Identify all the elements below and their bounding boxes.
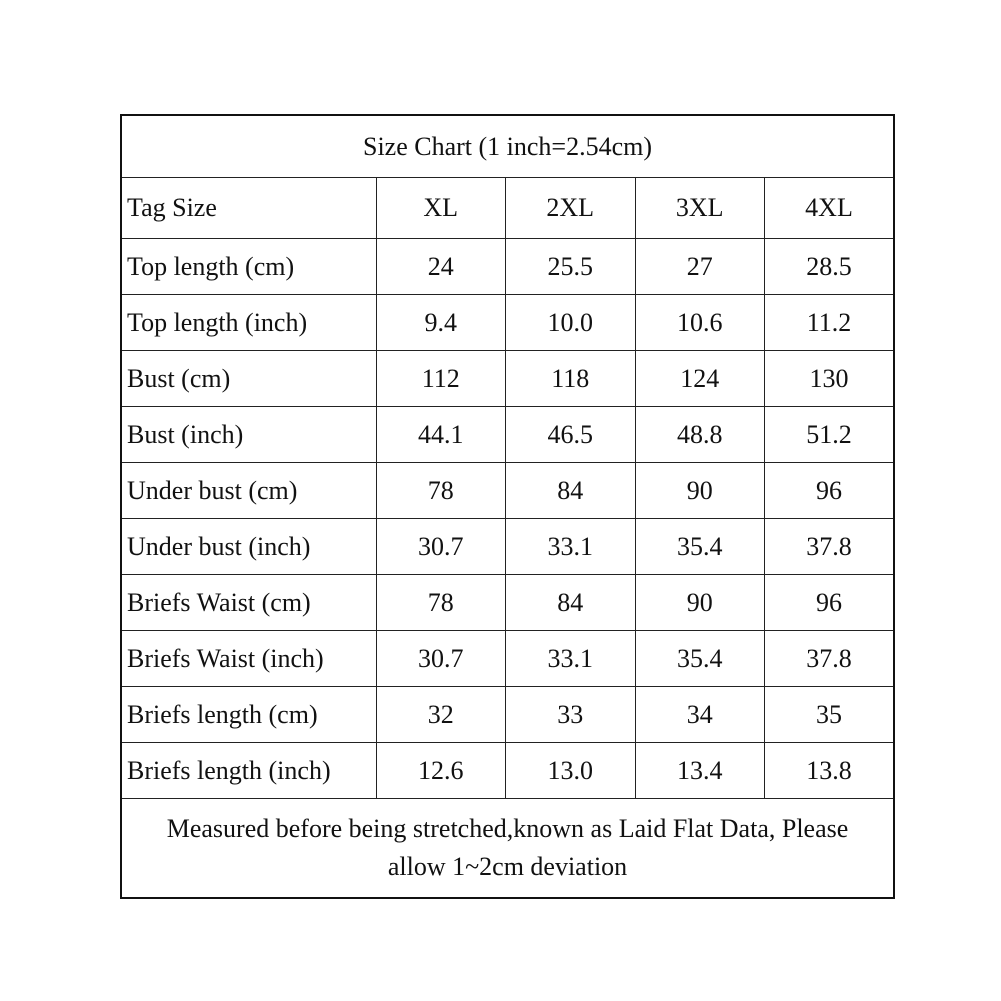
row-value: 30.7 <box>376 631 506 687</box>
title-row <box>121 115 894 178</box>
table-row <box>121 687 894 743</box>
row-value: 30.7 <box>376 519 506 575</box>
row-value: 33.1 <box>506 631 636 687</box>
table-row <box>121 743 894 799</box>
row-label: Bust (inch) <box>121 407 376 463</box>
table-row <box>121 351 894 407</box>
row-value: 84 <box>506 463 636 519</box>
row-label: Briefs length (cm) <box>121 687 376 743</box>
row-value: 51.2 <box>765 407 895 463</box>
row-value: 34 <box>635 687 765 743</box>
row-value: 9.4 <box>376 295 506 351</box>
table-row <box>121 631 894 687</box>
row-value: 13.8 <box>765 743 895 799</box>
row-value: 25.5 <box>506 239 636 295</box>
row-value: 13.0 <box>506 743 636 799</box>
table-row <box>121 407 894 463</box>
header-row <box>121 178 894 239</box>
row-value: 28.5 <box>765 239 895 295</box>
row-value: 24 <box>376 239 506 295</box>
size-header-4xl: 4XL <box>765 178 895 239</box>
row-value: 44.1 <box>376 407 506 463</box>
header-label: Tag Size <box>121 178 376 239</box>
row-label: Under bust (cm) <box>121 463 376 519</box>
row-value: 90 <box>635 575 765 631</box>
row-value: 37.8 <box>765 519 895 575</box>
row-label: Briefs length (inch) <box>121 743 376 799</box>
row-label: Top length (inch) <box>121 295 376 351</box>
row-value: 130 <box>765 351 895 407</box>
row-value: 124 <box>635 351 765 407</box>
row-value: 90 <box>635 463 765 519</box>
row-value: 35 <box>765 687 895 743</box>
table-row <box>121 239 894 295</box>
size-chart-table <box>120 114 895 899</box>
row-value: 12.6 <box>376 743 506 799</box>
row-value: 96 <box>765 575 895 631</box>
row-label: Briefs Waist (cm) <box>121 575 376 631</box>
row-value: 33 <box>506 687 636 743</box>
chart-title: Size Chart (1 inch=2.54cm) <box>121 115 894 178</box>
row-label: Top length (cm) <box>121 239 376 295</box>
row-value: 27 <box>635 239 765 295</box>
row-value: 32 <box>376 687 506 743</box>
row-value: 13.4 <box>635 743 765 799</box>
row-value: 11.2 <box>765 295 895 351</box>
row-value: 78 <box>376 463 506 519</box>
row-label: Briefs Waist (inch) <box>121 631 376 687</box>
size-header-3xl: 3XL <box>635 178 765 239</box>
row-label: Bust (cm) <box>121 351 376 407</box>
row-value: 78 <box>376 575 506 631</box>
row-value: 10.0 <box>506 295 636 351</box>
size-header-xl: XL <box>376 178 506 239</box>
row-value: 37.8 <box>765 631 895 687</box>
table-row <box>121 575 894 631</box>
row-value: 112 <box>376 351 506 407</box>
note-line-1: Measured before being stretched,known as Laid Flat Data, Please <box>166 814 849 843</box>
table-row <box>121 463 894 519</box>
row-value: 35.4 <box>635 631 765 687</box>
note-line-2: allow 1~2cm deviation <box>387 852 628 881</box>
size-header-2xl: 2XL <box>506 178 636 239</box>
row-value: 33.1 <box>506 519 636 575</box>
note-row <box>121 799 894 899</box>
row-value: 35.4 <box>635 519 765 575</box>
row-value: 46.5 <box>506 407 636 463</box>
row-value: 84 <box>506 575 636 631</box>
row-value: 96 <box>765 463 895 519</box>
row-value: 48.8 <box>635 407 765 463</box>
row-value: 10.6 <box>635 295 765 351</box>
row-value: 118 <box>506 351 636 407</box>
row-label: Under bust (inch) <box>121 519 376 575</box>
measurement-note <box>121 799 894 899</box>
table-row <box>121 519 894 575</box>
table-row <box>121 295 894 351</box>
